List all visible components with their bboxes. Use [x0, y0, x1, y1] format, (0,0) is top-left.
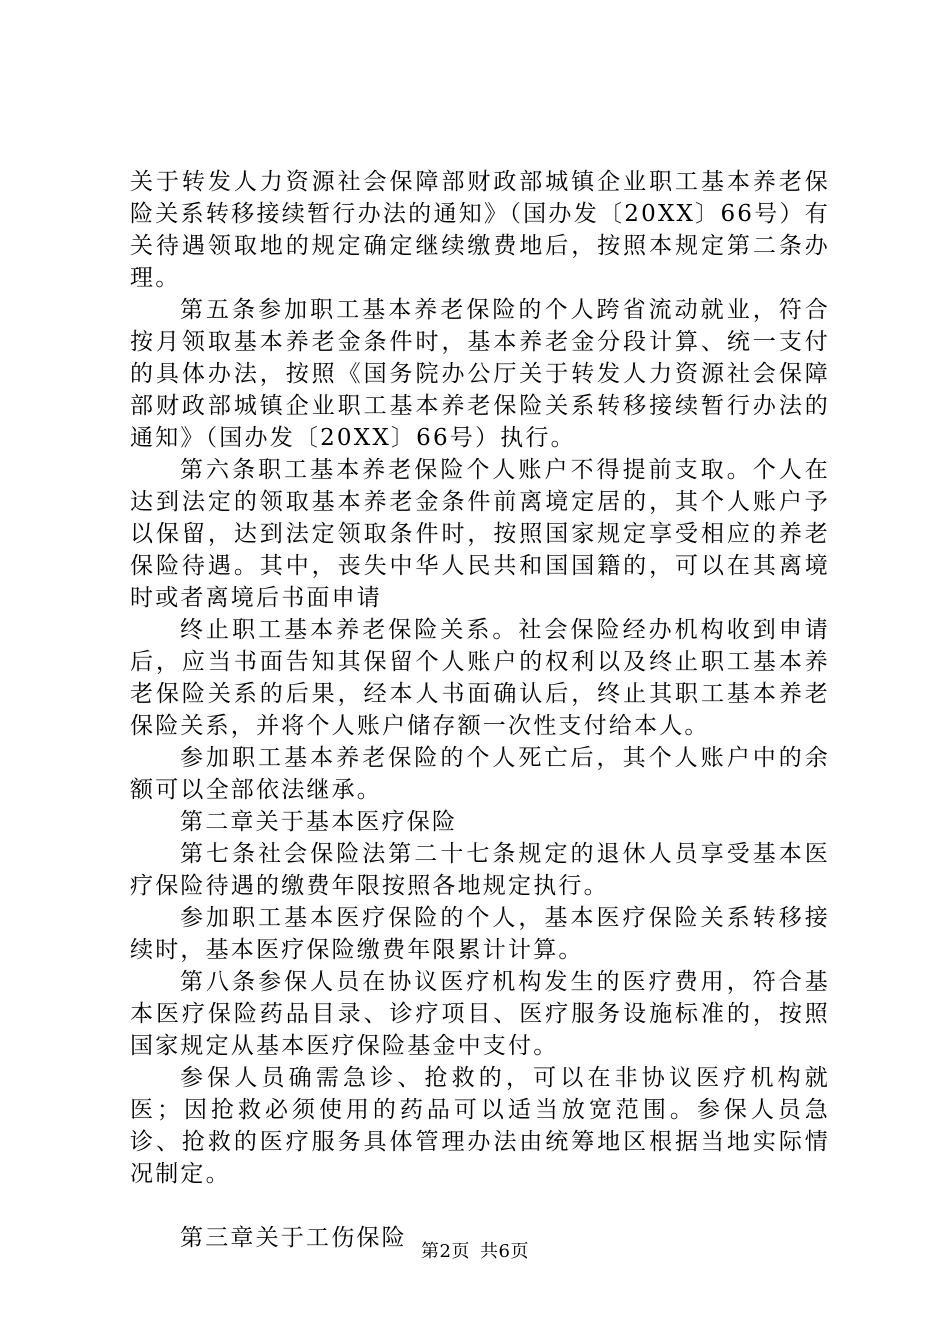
paragraph-emergency-care: 参保人员确需急诊、抢救的，可以在非协议医疗机构就医；因抢救必须使用的药品可以适当放宽范围。参保人员急诊、抢救的医疗服务具体管理办法由统筹地区根据当地实际情况制定。: [130, 1065, 830, 1187]
document-body: [130, 166, 830, 1254]
paragraph-article-8: 第八条参保人员在协议医疗机构发生的医疗费用，符合基本医疗保险药品目录、诊疗项目、医疗服务设施标准的，按照国家规定从基本医疗保险基金中支付。: [130, 969, 830, 1059]
paragraph-article-6: 第六条职工基本养老保险个人账户不得提前支取。个人在达到法定的领取基本养老金条件前离境定居的，其个人账户予以保留，达到法定领取条件时，按照国家规定享受相应的养老保险待遇。其中，丧失中华人民共和国国籍的，可以在其离境时或者离境后书面申请: [130, 457, 830, 611]
paragraph-article-7: 第七条社会保险法第二十七条规定的退休人员享受基本医疗保险待遇的缴费年限按照各地规定执行。: [130, 841, 830, 899]
chapter-2-heading: 第二章关于基本医疗保险: [180, 809, 458, 835]
page-footer: [0, 1240, 950, 1264]
page-total: 共6页: [480, 1241, 529, 1262]
paragraph-article-5: 第五条参加职工基本养老保险的个人跨省流动就业，符合按月领取基本养老金条件时，基本养老金分段计算、统一支付的具体办法，按照《国务院办公厅关于转发人力资源社会保障部财政部城镇企业职工基本养老保险关系转移接续暂行办法的通知》（国办发〔20XX〕66号）执行。: [130, 297, 830, 451]
paragraph-medical-transfer: 参加职工基本医疗保险的个人，基本医疗保险关系转移接续时，基本医疗保险缴费年限累计计算。: [130, 905, 830, 963]
paragraph-inheritance: 参加职工基本养老保险的个人死亡后，其个人账户中的余额可以全部依法继承。: [130, 745, 830, 803]
chapter-3-heading: 第三章关于工伤保险: [180, 1225, 407, 1251]
page-number: 第2页: [421, 1241, 470, 1262]
paragraph-continuation: 关于转发人力资源社会保障部财政部城镇企业职工基本养老保险关系转移接续暂行办法的通知》（国办发〔20XX〕66号）有关待遇领取地的规定确定继续缴费地后，按照本规定第二条办理。: [130, 169, 830, 291]
paragraph-termination: 终止职工基本养老保险关系。社会保险经办机构收到申请后，应当书面告知其保留个人账户的权利以及终止职工基本养老保险关系的后果，经本人书面确认后，终止其职工基本养老保险关系，并将个人账户储存额一次性支付给本人。: [130, 617, 830, 739]
